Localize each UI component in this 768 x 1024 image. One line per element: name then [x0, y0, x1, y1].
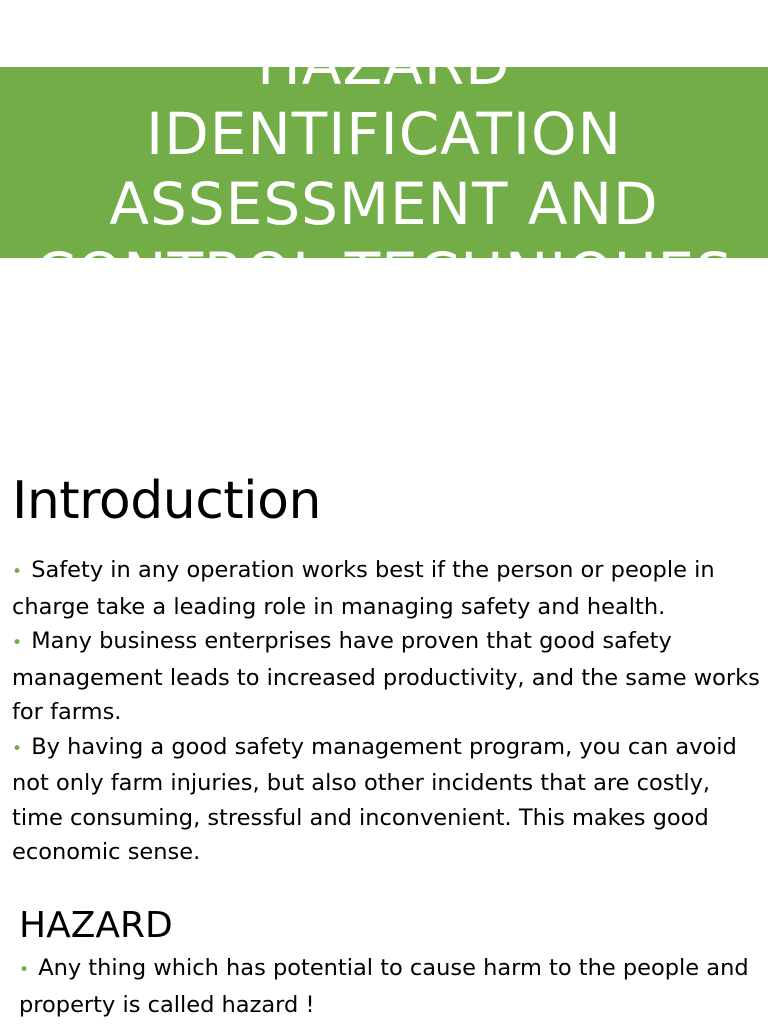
introduction-bullet-list	[12, 553, 762, 870]
title-banner	[0, 30, 768, 308]
slide-title-line: ASSESSMENT AND	[109, 170, 659, 238]
slide-title-line: IDENTIFICATION	[145, 100, 623, 168]
bullet-icon: •	[12, 738, 23, 759]
slide-title-line: CONTROL TECHNIQUES	[35, 240, 733, 308]
slide-title-line: HAZARD	[257, 30, 511, 98]
hazard-heading: HAZARD	[19, 905, 173, 946]
introduction-heading: Introduction	[12, 471, 321, 531]
slide-title	[0, 29, 768, 309]
bullet-icon: •	[12, 562, 23, 582]
bullet-item	[19, 951, 768, 1022]
bullet-icon: •	[19, 960, 30, 980]
hazard-bullet-list	[19, 951, 768, 1022]
bullet-item	[12, 624, 762, 730]
bullet-icon: •	[12, 633, 23, 653]
bullet-text: Any thing which has potential to cause harm to the people and property is called hazard !	[19, 955, 749, 1018]
bullet-item	[12, 553, 762, 624]
bullet-text: Many business enterprises have proven that good safety management leads to increased productivity, and the same works for farms.	[12, 628, 760, 725]
bullet-text: Safety in any operation works best if the person or people in charge take a leading role in managing safety and health.	[12, 557, 715, 620]
bullet-text: By having a good safety management program, you can avoid not only farm injuries, but also other incidents that are costly, time consuming, stressful and inconvenient. This makes good economic sense.	[12, 733, 737, 865]
bullet-item	[12, 730, 762, 870]
